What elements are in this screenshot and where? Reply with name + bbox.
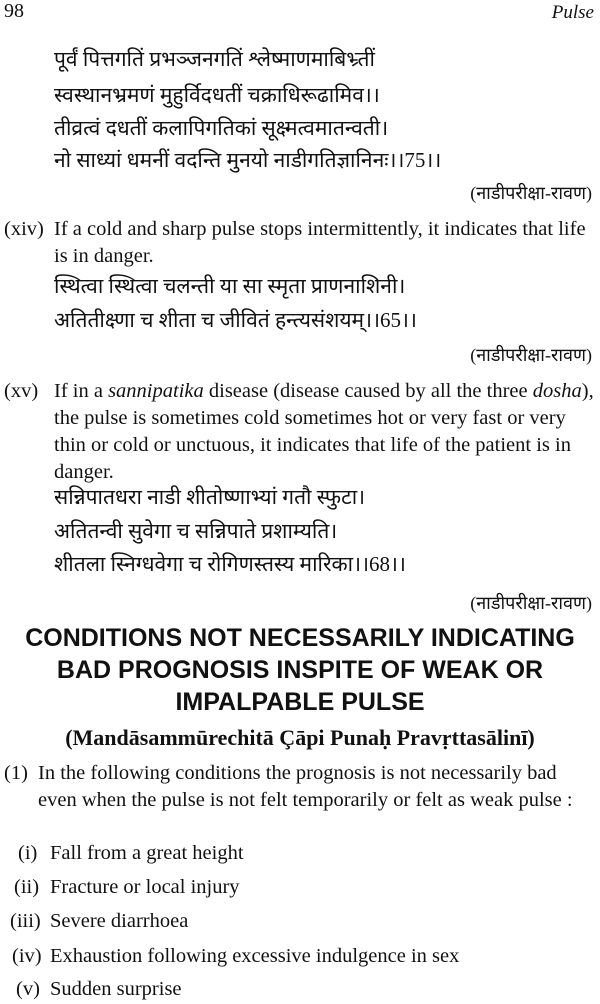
list-item-number: (iv) bbox=[12, 945, 42, 967]
point-number: (xv) bbox=[4, 380, 39, 402]
list-item bbox=[14, 876, 240, 899]
list-item bbox=[16, 978, 182, 1001]
verse-source: (नाडीपरीक्षा-रावण) bbox=[470, 183, 592, 203]
verse-line: तीव्रत्वं दधतीं कलापिगतिकां सूक्ष्मत्वमातन्वती। bbox=[54, 116, 389, 140]
point-text: If a cold and sharp pulse stops intermittently, it indicates that life is in danger. bbox=[54, 218, 586, 267]
term-sannipatika: sannipatika bbox=[108, 380, 204, 402]
point-text: If in a sannipatika disease (disease caused by all the three dosha), the pulse is sometimes cold sometimes hot or very fast or very thin or cold or unctuous, it indicates that life of the patient is in danger. bbox=[54, 380, 594, 483]
list-item-number: (v) bbox=[16, 978, 40, 1000]
verse-line: पूर्वं पित्तगतिं प्रभञ्जनगतिं श्लेष्माणमाबिभ्र्तीं bbox=[54, 47, 375, 71]
list-item-number: (iii) bbox=[10, 910, 41, 932]
list-item-number: (ii) bbox=[14, 876, 40, 898]
list-item-text: Fracture or local injury bbox=[50, 876, 240, 898]
heading-line: BAD PROGNOSIS INSPITE OF WEAK OR bbox=[56, 656, 544, 684]
list-item bbox=[12, 945, 459, 968]
verse-source: (नाडीपरीक्षा-रावण) bbox=[470, 345, 592, 365]
list-item-text: Exhaustion following excessive indulgence in sex bbox=[50, 945, 460, 967]
heading-line: CONDITIONS NOT NECESSARILY INDICATING bbox=[25, 624, 575, 652]
list-item-text: Fall from a great height bbox=[50, 842, 244, 864]
term-dosha: dosha bbox=[532, 380, 582, 402]
verse-line: नो साध्यां धमनीं वदन्ति मुनयो नाडीगतिज्ञानिनः।।75।। bbox=[54, 148, 442, 172]
verse-source: (नाडीपरीक्षा-रावण) bbox=[470, 593, 592, 613]
verse-line: अतितीक्ष्णा च शीता च जीवितं हन्त्यसंशयम्।।65।। bbox=[54, 308, 417, 332]
verse-line: शीतला स्निग्धवेगा च रोगिणस्तस्य मारिका।।68।। bbox=[54, 552, 406, 576]
point-number: (1) bbox=[4, 762, 28, 784]
point-text: In the following conditions the prognosis is not necessarily bad even when the pulse is not felt temporarily or felt as weak pulse : bbox=[38, 762, 573, 811]
point-xiv bbox=[4, 216, 596, 272]
list-item-text: Severe diarrhoea bbox=[50, 910, 189, 932]
section-subheading: (Mandāsammūrechitā Çāpi Punaḥ Pravṛttasālinī) bbox=[65, 725, 535, 750]
list-item bbox=[18, 842, 244, 865]
list-item-number: (i) bbox=[18, 842, 38, 864]
point-xv bbox=[4, 378, 596, 488]
page-number: 98 bbox=[4, 0, 24, 22]
point-1 bbox=[4, 760, 596, 844]
verse-line: अतितन्वी सुवेगा च सन्निपाते प्रशाम्यति। bbox=[54, 519, 338, 543]
verse-line: स्वस्थानभ्रमणं मुहुर्विदधतीं चक्राधिरूढामिव।। bbox=[54, 83, 380, 107]
verse-line: स्थित्वा स्थित्वा चलन्ती या सा स्मृता प्राणनाशिनी। bbox=[54, 274, 406, 298]
list-item-text: Sudden surprise bbox=[50, 978, 182, 1000]
running-title: Pulse bbox=[551, 2, 594, 23]
verse-line: सन्निपातधरा नाडी शीतोष्णाभ्यां गतौ स्फुटा। bbox=[54, 485, 366, 509]
heading-line: IMPALPABLE PULSE bbox=[175, 688, 425, 716]
list-item bbox=[10, 910, 188, 933]
point-number: (xiv) bbox=[4, 218, 44, 240]
